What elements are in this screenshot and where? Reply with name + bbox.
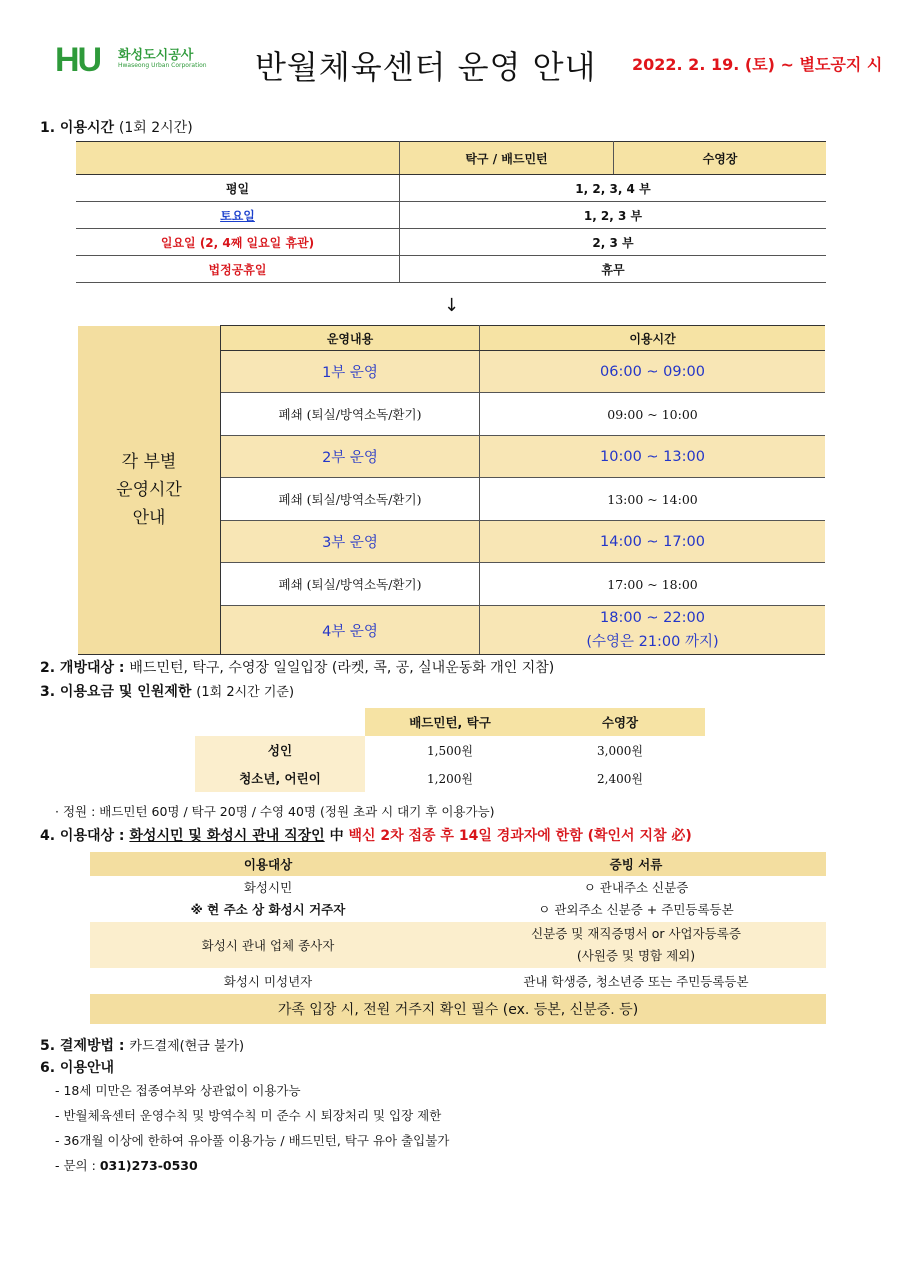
session-schedule-table [78,325,825,655]
section1-note: (1회 2시간) [118,120,193,136]
header-cell-badminton: 탁구 / 배드민턴 [400,142,614,175]
section2-text: 배드민턴, 탁구, 수영장 일일입장 (라켓, 콕, 공, 실내운동화 개인 지참) [129,660,555,676]
target-cell [90,876,446,922]
capacity-note: · 정원 : 배드민턴 60명 / 탁구 20명 / 수영 40명 (정원 초과 시 대기 후 이용가능) [55,804,495,819]
target-subtext: ※ 현 주소 상 화성시 거주자 [190,902,346,917]
fee-value: 1,200원 [427,771,473,786]
session-time: 10:00 ~ 13:00 [480,436,826,478]
section2-title: 2. 개방대상 : [40,660,125,676]
doc-text: 신분증 및 재직증명서 or 사업자등록증 [531,926,741,941]
section4-middle: 中 [329,828,344,844]
table-row [195,736,705,764]
table-row [76,175,826,202]
date-range: 2022. 2. 19. (토) ~ 별도공지 시 [632,55,883,74]
table-footer-row [90,994,826,1024]
section4-condition: 백신 2차 접종 후 14일 경과자에 한함 (확인서 지참 必) [348,828,692,844]
section2-line [40,657,554,677]
section5-line [40,1035,244,1055]
sessions-saturday: 1, 2, 3 부 [400,202,827,229]
down-arrow-icon: ↓ [444,295,460,316]
list-item: - 18세 미만은 접종여부와 상관없이 이용가능 [55,1083,301,1098]
docs-cell [446,922,826,968]
section6-title: 6. 이용안내 [40,1060,115,1076]
session-time: 14:00 ~ 17:00 [480,521,826,563]
section5-text: 카드결제(현금 불가) [129,1039,245,1054]
fee-table [195,708,705,792]
fee-value: 1,500원 [427,743,473,758]
header-cell-docs: 증빙 서류 [446,852,826,876]
header-cell-target: 이용대상 [90,852,446,876]
session-time: 17:00 ~ 18:00 [480,563,826,606]
section4-line [40,825,692,845]
doc-text: ㅇ 관내주소 신분증 [583,880,689,895]
section1-heading [40,117,193,137]
table-header-row [78,326,825,351]
logo-mark: HU [55,41,101,79]
side-label-line: 운영시간 [116,479,182,500]
sessions-weekday: 1, 2, 3, 4 부 [400,175,827,202]
side-label-line: 안내 [132,507,166,528]
contact-phone: 031)273-0530 [99,1158,198,1173]
section5-title: 5. 결제방법 : [40,1038,125,1054]
doc-text: 관내 학생증, 청소년증 또는 주민등록등본 [523,974,749,989]
day-holiday: 법정공휴일 [76,256,400,283]
session-time: 13:00 ~ 14:00 [480,478,826,521]
fee-value: 3,000원 [597,743,643,758]
logo-korean-name: 화성도시공사 [118,48,194,63]
fee-label-adult: 성인 [195,736,365,764]
header-cell-time: 이용시간 [480,326,826,351]
day-sunday: 일요일 (2, 4째 일요일 휴관) [76,229,400,256]
table-header-row [76,142,826,175]
header-cell-pool: 수영장 [614,142,827,175]
list-item: - 36개월 이상에 한하여 유아풀 이용가능 / 배드민턴, 탁구 유아 출입불가 [55,1133,450,1148]
section3-note: (1회 2시간 기준) [196,685,295,700]
session-content: 폐쇄 (퇴실/방역소독/환기) [221,563,480,606]
day-saturday: 토요일 [220,208,255,223]
session-time: 09:00 ~ 10:00 [480,393,826,436]
fee-value: 2,400원 [597,771,643,786]
table-row [76,256,826,283]
schedule-side-label [78,326,221,655]
header-cell-empty [76,142,400,175]
session-time: 18:00 ~ 22:00 [600,610,705,626]
section1-title: 1. 이용시간 [40,120,115,136]
table-row [90,922,826,968]
session-time-cell [480,606,826,655]
session-content: 1부 운영 [221,351,480,393]
header-cell-content: 운영내용 [221,326,480,351]
sessions-holiday: 휴무 [400,256,827,283]
sessions-sunday: 2, 3 부 [400,229,827,256]
target-text: 화성시 관내 업체 종사자 [90,922,446,968]
doc-text: ㅇ 관외주소 신분증 + 주민등록등본 [538,902,734,917]
target-text: 화성시 미성년자 [223,974,313,989]
header-cell-empty [195,708,365,736]
target-text: 화성시민 [243,880,293,895]
table-row [90,968,826,994]
session-content: 2부 운영 [221,436,480,478]
table-row [90,876,826,922]
table-header-row [195,708,705,736]
eligibility-table [90,852,826,1024]
section3-title: 3. 이용요금 및 인원제한 [40,684,192,700]
page-title: 반월체육센터 운영 안내 [255,48,597,86]
session-content: 폐쇄 (퇴실/방역소독/환기) [221,393,480,436]
table-row [195,764,705,792]
session-time-note: (수영은 21:00 까지) [586,634,719,650]
session-time: 06:00 ~ 09:00 [480,351,826,393]
docs-cell [446,876,826,922]
fee-label-youth: 청소년, 어린이 [195,764,365,792]
logo-english-name: Hwaseong Urban Corporation [118,62,207,69]
company-logo [55,40,205,80]
session-content: 폐쇄 (퇴실/방역소독/환기) [221,478,480,521]
contact-line [55,1156,198,1174]
table-row [76,229,826,256]
day-weekday: 평일 [76,175,400,202]
header-cell-pool: 수영장 [535,708,705,736]
family-entry-note: 가족 입장 시, 전원 거주지 확인 필수 (ex. 등본, 신분증. 등) [90,994,826,1024]
section4-title: 4. 이용대상 : [40,828,125,844]
doc-text: (사원증 및 명함 제외) [576,948,696,963]
section3-line [40,681,294,701]
table-header-row [90,852,826,876]
section4-target: 화성시민 및 화성시 관내 직장인 [129,828,325,844]
usage-days-table [76,141,826,283]
session-content: 4부 운영 [221,606,480,655]
header-cell-badminton: 배드민턴, 탁구 [365,708,535,736]
table-row [76,202,826,229]
contact-label: - 문의 : [55,1158,96,1173]
list-item: - 반월체육센터 운영수칙 및 방역수칙 미 준수 시 퇴장처리 및 입장 제한 [55,1108,442,1123]
session-content: 3부 운영 [221,521,480,563]
side-label-line: 각 부별 [121,451,177,472]
